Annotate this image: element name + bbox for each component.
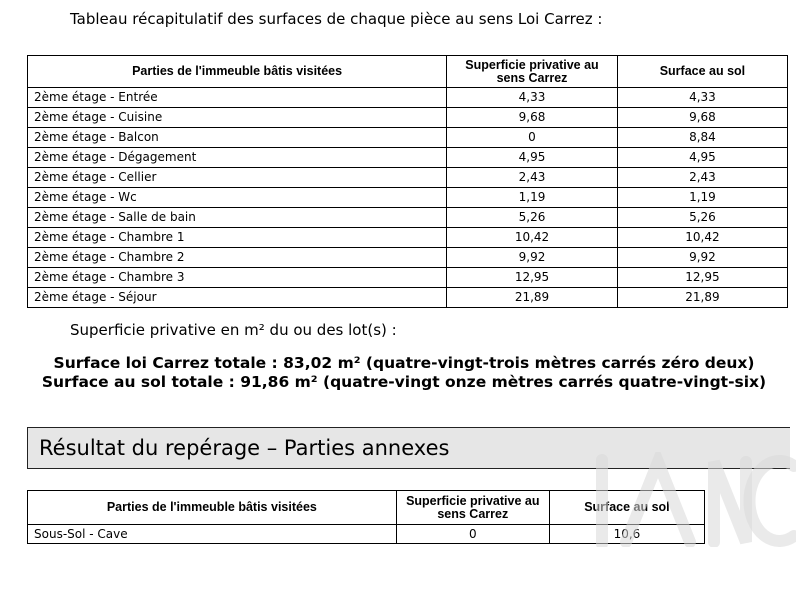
cell-sol: 21,89 <box>617 288 787 308</box>
column-header-parties: Parties de l'immeuble bâtis visitées <box>28 56 447 88</box>
cell-carrez: 12,95 <box>447 268 618 288</box>
watermark-stroke <box>714 462 746 542</box>
table-row <box>28 248 788 268</box>
cell-sol: 5,26 <box>617 208 787 228</box>
column-header-carrez: Superficie privative au sens Carrez <box>447 56 618 88</box>
table-header-row <box>28 491 705 525</box>
cell-sol: 4,33 <box>617 88 787 108</box>
cell-sol: 1,19 <box>617 188 787 208</box>
cell-room: 2ème étage - Cellier <box>28 168 447 188</box>
cell-sol: 10,6 <box>549 525 704 544</box>
section-banner <box>27 427 790 469</box>
cell-carrez: 0 <box>447 128 618 148</box>
cell-sol: 12,95 <box>617 268 787 288</box>
cell-room: 2ème étage - Chambre 3 <box>28 268 447 288</box>
cell-room: 2ème étage - Balcon <box>28 128 447 148</box>
carrez-table <box>27 55 788 308</box>
cell-room: 2ème étage - Salle de bain <box>28 208 447 228</box>
cell-room: 2ème étage - Dégagement <box>28 148 447 168</box>
cell-carrez: 21,89 <box>447 288 618 308</box>
cell-room: 2ème étage - Cuisine <box>28 108 447 128</box>
table-row <box>28 108 788 128</box>
cell-sol: 10,42 <box>617 228 787 248</box>
cell-sol: 8,84 <box>617 128 787 148</box>
table-row <box>28 208 788 228</box>
watermark-stroke <box>749 461 794 541</box>
column-header-sol: Surface au sol <box>617 56 787 88</box>
cell-room: 2ème étage - Wc <box>28 188 447 208</box>
private-area-label: Superficie privative en m² du ou des lot(s) : <box>70 321 397 339</box>
total-carrez: Surface loi Carrez totale : 83,02 m² (quatre-vingt-trois mètres carrés zéro deux) <box>53 354 755 372</box>
cell-room: Sous-Sol - Cave <box>28 525 397 544</box>
table-row <box>28 525 705 544</box>
annexes-table <box>27 490 705 544</box>
table-row <box>28 148 788 168</box>
table-row <box>28 168 788 188</box>
cell-sol: 9,68 <box>617 108 787 128</box>
cell-carrez: 4,33 <box>447 88 618 108</box>
section-title: Résultat du repérage – Parties annexes <box>39 436 450 460</box>
cell-sol: 2,43 <box>617 168 787 188</box>
column-header-carrez: Superficie privative au sens Carrez <box>396 491 549 525</box>
cell-carrez: 1,19 <box>447 188 618 208</box>
cell-room: 2ème étage - Séjour <box>28 288 447 308</box>
total-sol: Surface au sol totale : 91,86 m² (quatre-vingt onze mètres carrés quatre-vingt-six) <box>41 373 767 391</box>
column-header-parties: Parties de l'immeuble bâtis visitées <box>28 491 397 525</box>
cell-carrez: 2,43 <box>447 168 618 188</box>
cell-room: 2ème étage - Chambre 1 <box>28 228 447 248</box>
cell-room: 2ème étage - Chambre 2 <box>28 248 447 268</box>
cell-carrez: 5,26 <box>447 208 618 228</box>
cell-carrez: 0 <box>396 525 549 544</box>
table-row <box>28 228 788 248</box>
intro-text: Tableau récapitulatif des surfaces de chaque pièce au sens Loi Carrez : <box>70 10 603 28</box>
cell-carrez: 9,68 <box>447 108 618 128</box>
cell-carrez: 4,95 <box>447 148 618 168</box>
cell-room: 2ème étage - Entrée <box>28 88 447 108</box>
table-row <box>28 268 788 288</box>
column-header-sol: Surface au sol <box>549 491 704 525</box>
table-row <box>28 88 788 108</box>
cell-carrez: 9,92 <box>447 248 618 268</box>
table-header-row <box>28 56 788 88</box>
table-row <box>28 188 788 208</box>
cell-carrez: 10,42 <box>447 228 618 248</box>
table-row <box>28 128 788 148</box>
cell-sol: 9,92 <box>617 248 787 268</box>
cell-sol: 4,95 <box>617 148 787 168</box>
table-row <box>28 288 788 308</box>
